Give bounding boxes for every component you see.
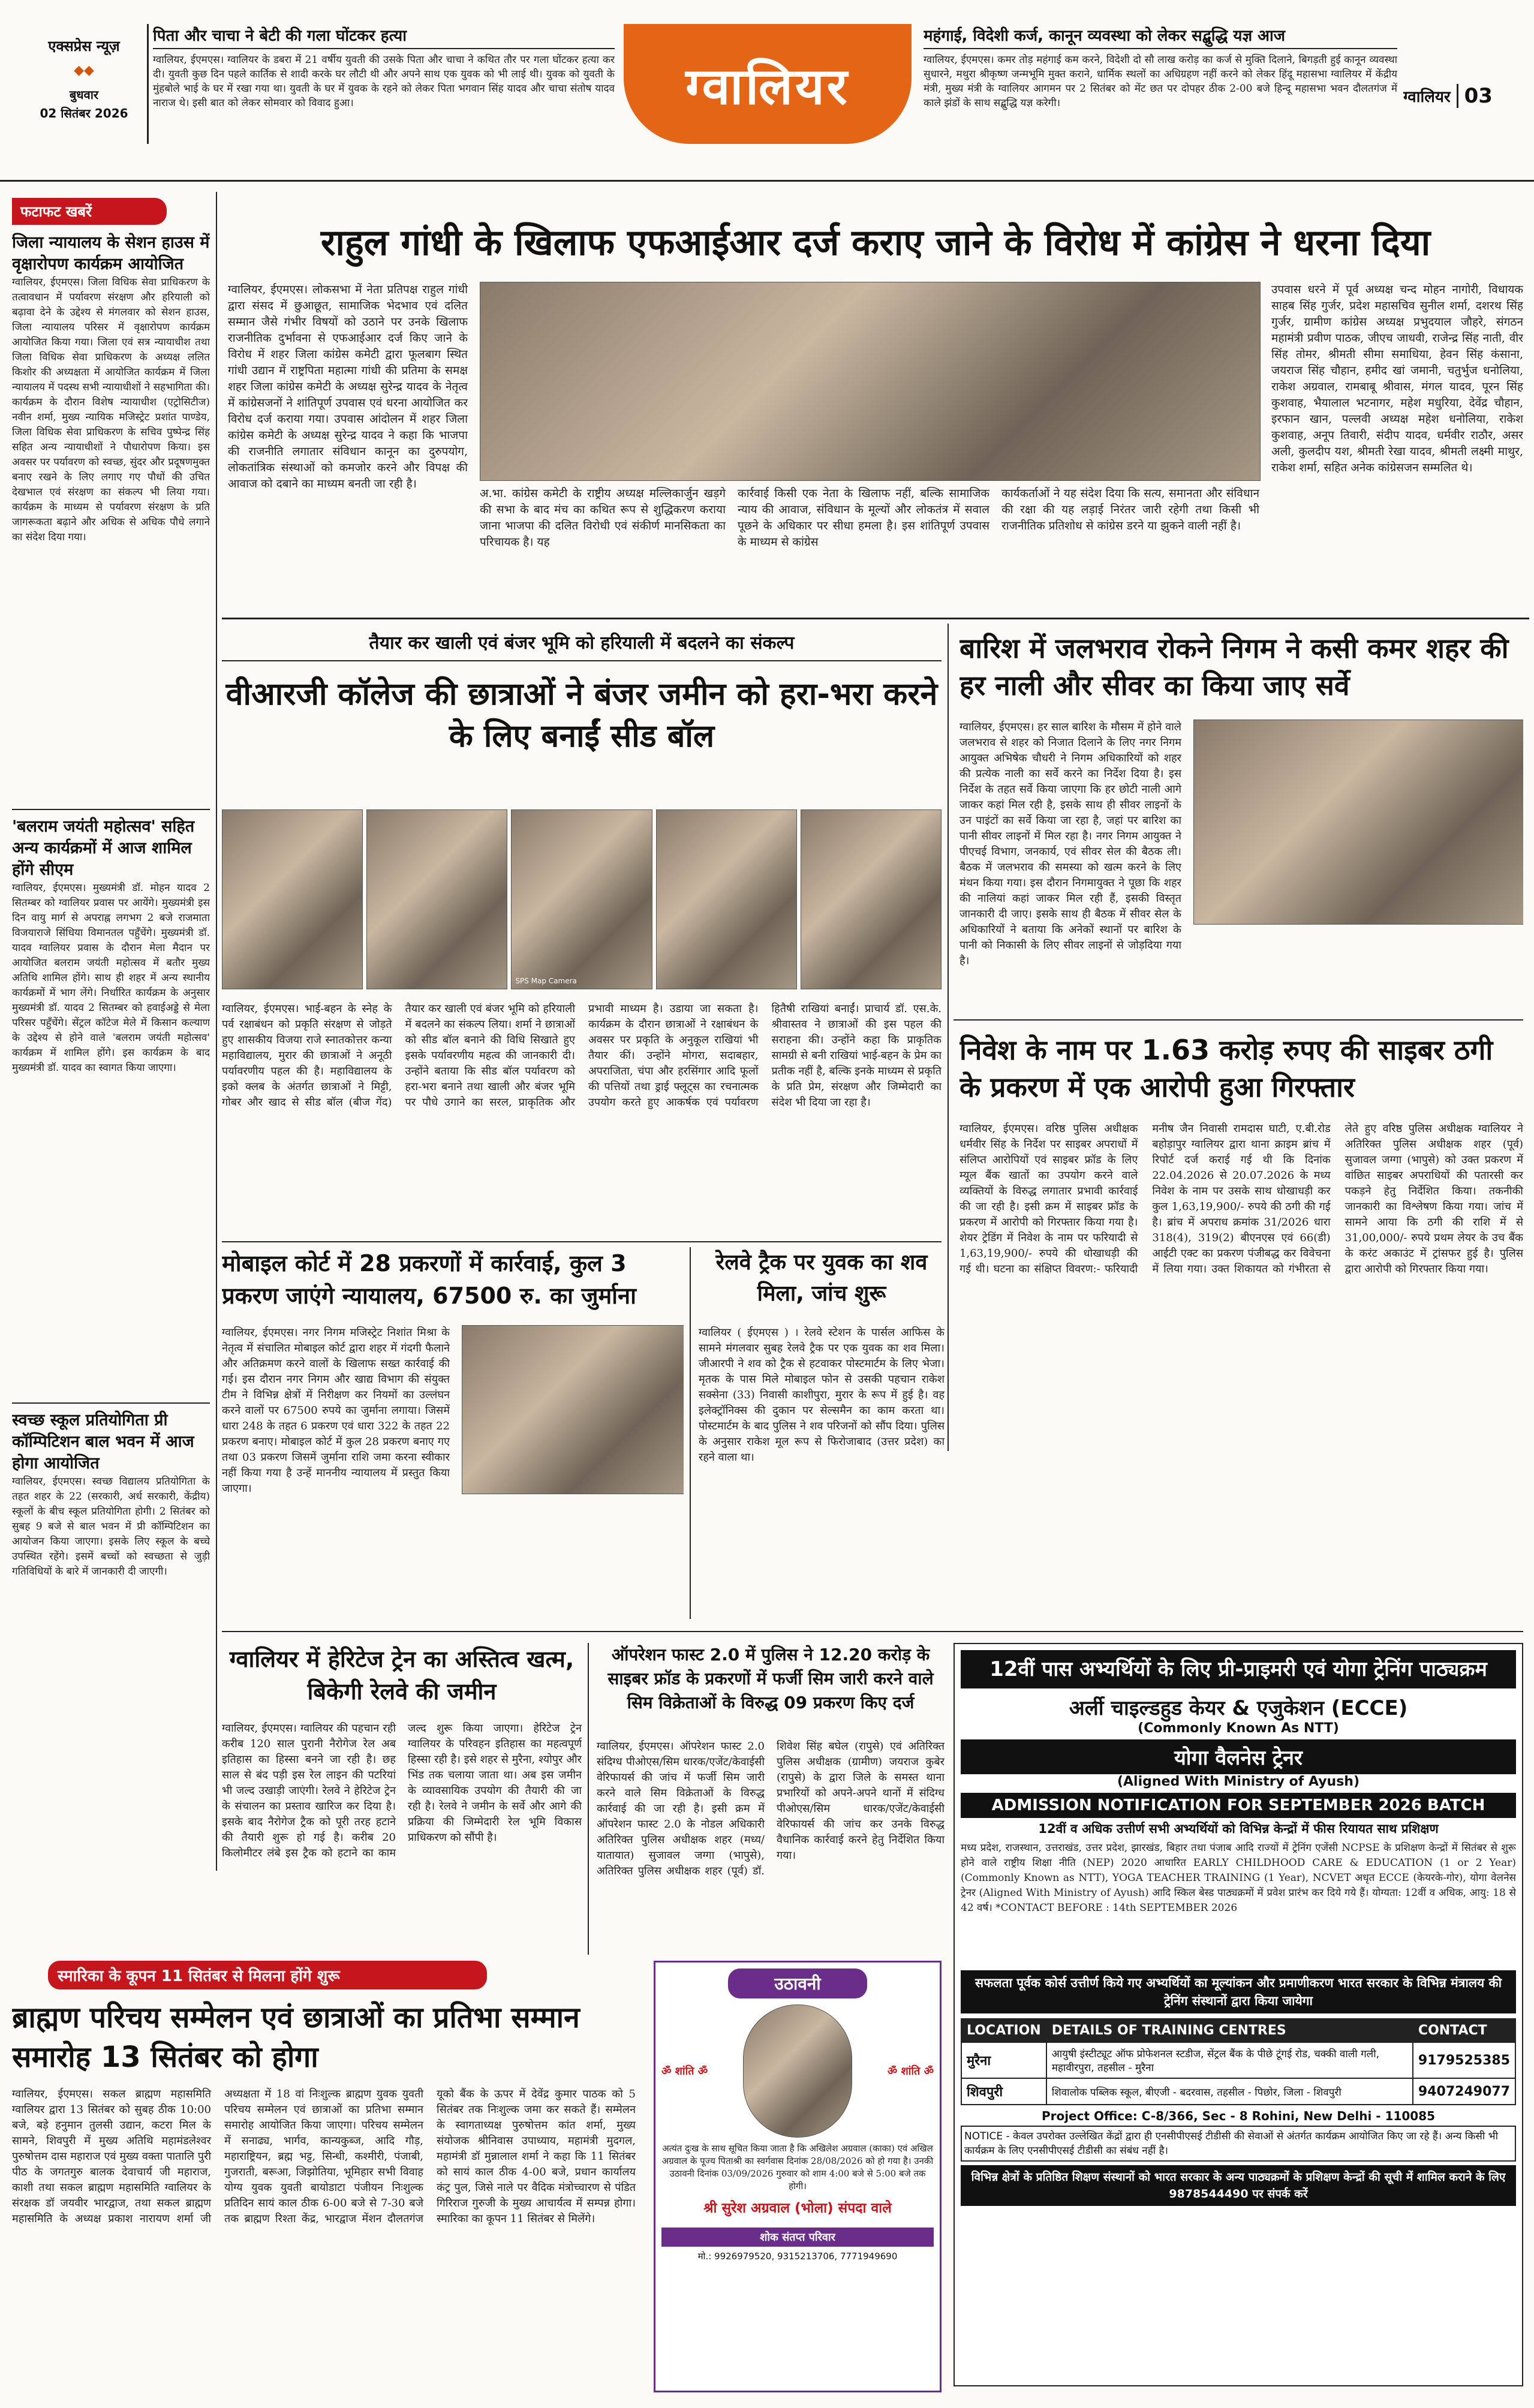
sidebar	[12, 198, 210, 1871]
cyber-headline: निवेश के नाम पर 1.63 करोड़ रुपए की साइबर ठगी के प्रकरण में एक आरोपी हुआ गिरफ्तार	[959, 1034, 1493, 1103]
brand-name: एक्सप्रेस न्यूज़	[48, 38, 120, 55]
sidebar-item-body: ग्वालियर, ईएमएस। मुख्यमंत्री डॉ. मोहन यादव 2 सितम्बर को ग्वालियर प्रवास पर आयेंगे। मुख्यमंत्री इस दिन वायु मार्ग से अपराह्न लगभग 2 बजे राजमाता विजयाराजे सिंधिया विमानतल पहुँचेंगे। मुख्यमंत्री डॉ. यादव ग्वालियर प्रवास के दौरान मेला मैदान पर आयोजित बलराम जयंती महोत्सव में बतौर मुख्य अतिथि शामिल होंगे। साथ ही शहर में अन्य स्थानीय कार्यक्रमों में भाग लेंगे। निर्धारित कार्यक्रम के अनुसार मुख्यमंत्री डॉ. यादव 2 सितम्बर को हवाईअड्डे से मेला परिसर पहुँचेंगे। सेंट्रल कॉटेज मेले में किसान कल्याण के उद्देश्य से होने वाले 'बलराम जयंती महोत्सव' कार्यक्रम में शामिल होंगे। इस कार्यक्रम के बाद मुख्यमंत्री डॉ. यादव का स्वागत किया जाएगा।	[12, 882, 210, 1074]
top-left-body: ग्वालियर, ईएमएस। ग्वालियर के डबरा में 21 वर्षीय युवती की उसके पिता और चाचा ने कथित तौर पर गला घोंटकर हत्या कर दी। युवती कुछ दिन पहले कार्तिक से शादी करके घर लौटी थी और अपने साथ एक युवक को भी लाई थी। युवक को युवती के मुंहबोले भाई के घर में रखा गया था। युवती के घर में युवक के रहने को लेकर पिता भगवान सिंह यादव और चाचा संतोष यादव नाराज थे। इसी बात को लेकर सोमवार को विवाद हुआ।	[153, 54, 615, 109]
seed-photo	[511, 809, 652, 989]
obit-name: श्री सुरेश अग्रवाल (भोला) संपदा वाले	[703, 2201, 892, 2216]
sidebar-header: फटाफट खबरें	[12, 198, 167, 225]
sidebar-item-body: ग्वालियर, ईएमएस। जिला विधिक सेवा प्राधिकरण के तत्वावधान में पर्यावरण संरक्षण और हरियाली को बढ़ावा देने के उद्देश्य से मंगलवार को सेशन हाउस, जिला न्यायालय परिसर में वृक्षारोपण कार्यक्रम आयोजित किया गया। जिला एवं सत्र न्यायाधीश तथा जिला विधिक सेवा प्राधिकरण के अध्यक्ष ललित किशोर की अध्यक्षता में आयोजित कार्यक्रम में जिला न्यायालय में पदस्थ सभी न्यायाधीशों ने सहभागिता की। कार्यक्रम के दौरान विशेष न्यायाधीश (एट्रोसिटीज) नवीन शर्मा, मुख्य न्यायिक मजिस्ट्रेट प्रशांत पाण्डेय, जिला विधिक सेवा प्राधिकरण के सचिव पुष्पेन्द्र सिंह सहित अन्य न्यायाधीशों ने पौधारोपण किया। इस अवसर पर पर्यावरण को स्वच्छ, सुंदर और प्रदूषणमुक्त बनाए रखने के लिए लगाए गए पौधों की उचित देखभाल एवं संरक्षण का संकल्प भी लिया गया। कार्यक्रम के माध्यम से पर्यावरण संरक्षण के प्रति जागरूकता बढ़ाने और अधिक से अधिक पौधे लगाने का संदेश दिया गया।	[12, 276, 210, 543]
obit-contact: मो.: 9926979520, 9315213706, 7771949690	[697, 2251, 898, 2262]
seed-headline: वीआरजी कॉलेज की छात्राओं ने बंजर जमीन को हरा-भरा करने के लिए बनाईं सीड बॉल	[225, 676, 938, 754]
lead-col1: ग्वालियर, ईएमएस। लोकसभा में नेता प्रतिपक्ष राहुल गांधी द्वारा संसद में छुआछूत, सामाजिक भेदभाव एवं दलित सम्मान जैसे गंभीर विषयों को उठाने पर उनके खिलाफ राजनीतिक दुर्भावना से एफआईआर दर्ज किए जाने के विरोध में शहर जिला कांग्रेस कमेटी द्वारा फूलबाग स्थित गांधी उद्यान में राष्ट्रपिता महात्मा गांधी की प्रतिमा के समक्ष शहर जिला कांग्रेस कमेटी के अध्यक्ष सुरेन्द्र यादव के नेतृत्व में कांग्रेसजनों ने शांतिपूर्ण उपवास एवं धरना आयोजित कर विरोध दर्ज कराया गया। उपवास आंदोलन में शहर जिला कांग्रेस कमेटी के अध्यक्ष सुरेन्द्र यादव ने कहा कि भाजपा की राजनीति लगातार संविधान कानून का दुरुपयोग, लोकतांत्रिक संस्थाओं को कमजोर करने और विपक्ष की आवाज को दबाने का माध्यम बनती जा रही है।	[228, 283, 468, 490]
brand-block	[24, 36, 144, 138]
top-right-body: ग्वालियर, ईएमएस। कमर तोड़ महंगाई कम करने, विदेशी दो सौ लाख करोड़ का कर्ज से मुक्ति दिलाने, बिगड़ती हुई कानून व्यवस्था सुधारने, मथुरा श्रीकृष्ण जन्मभूमि मुक्त कराने, धार्मिक स्थलों का अधिग्रहण नहीं करने को लेकर हिंदू महासभा ग्वालियर में केंद्रीय मंत्री, मुख्य मंत्री के ग्वालियर आगमन पर 2 सितंबर को मेंट छत पर दोपहर ठीक 2-00 बजे हिन्दू महासभा भवन दौलतगंज में काले झंडों के साथ सद्बुद्धि यज्ञ करेगी।	[924, 54, 1397, 109]
sidebar-item	[12, 232, 210, 803]
table-header: DETAILS OF TRAINING CENTRES	[1046, 2019, 1413, 2042]
ad-title3-sub: (Aligned With Ministry of Ayush)	[1117, 1774, 1360, 1789]
seed-photo	[366, 809, 507, 989]
photo-caption: SPS Map Camera	[515, 977, 577, 985]
top-left-headline: पिता और चाचा ने बेटी की गला घोंटकर हत्या	[153, 24, 615, 49]
rain-body: ग्वालियर, ईएमएस। हर साल बारिश के मौसम में होने वाले जलभराव से शहर को निजात दिलाने के लिए नगर निगम आयुक्त अभिषेक चौधरी ने निगम अधिकारियों को शहर की प्रत्येक नाली का सर्वे करने का निर्देश दिया है। इस निर्देश के तहत सर्वे किया जाएगा कि हर छोटी नाली आगे जाकर कहां मिल रही है, इसके साथ ही सीवर लाइनों के उन पाइंटों का सर्वे किया जा रहा है, जहां पर बारिश का पानी सीवर लाइनों में मिल रहा है। नगर निगम आयुक्त ने पीएचई विभाग, जनकार्य, एवं सीवर सेल की बैठक ली। बैठक में जलभराव की समस्या को खत्म करने के लिए मंथन किया गया। इस दौरान निगमायुक्त ने पूछा कि शहर की नालियां कहां जाकर मिल रही हैं, इसकी विस्तृत जानकारी दी जाए। इसके साथ ही बैठक में सीवर सेल के अधिकारियों ने बताया कि अनेकों स्थानों पर बारिश के पानी को निकासी के लिए सीवर लाइनों से जोड़दिया गया है।	[959, 721, 1181, 967]
sidebar-item	[12, 1410, 210, 1822]
mobile-headline: मोबाइल कोर्ट में 28 प्रकरणों में कार्रवाई, कुल 3 प्रकरण जाएंगे न्यायालय, 67500 रु. का जुर्माना	[222, 1250, 636, 1309]
table-header: CONTACT	[1413, 2019, 1515, 2042]
ad-title2-sub: (Commonly Known As NTT)	[1138, 1721, 1339, 1736]
obituary	[654, 1961, 942, 2392]
obit-body: अत्यंत दुःख के साथ सूचित किया जाता है कि अखिलेश अग्रवाल (काका) एवं अखिल अग्रवाल के पूज्य पिताश्री का स्वर्गवास दिनांक 28/08/2026 को हो गया है। उनकी उठावनी दिनांक 03/09/2026 गुरुवार को शाम 4:00 बजे से 5:00 बजे तक होगी।	[661, 2143, 934, 2192]
seed-body: ग्वालियर, ईएमएस। भाई-बहन के स्नेह के पर्व रक्षाबंधन को प्रकृति संरक्षण से जोड़ते हुए शासकीय विजया राजे स्नातकोत्तर कन्या महाविद्यालय, मुरार की छात्राओं ने अनूठी पर्यावरणीय पहल की है। महाविद्यालय के इको क्लब के अंतर्गत छात्राओं ने मिट्टी, गोबर और खाद से सीड बॉल (बीज गेंद) तैयार कर खाली एवं बंजर भूमि को हरियाली में बदलने का संकल्प लिया। शर्मा ने छात्राओं को सीड बॉल बनाने की विधि सिखाते हुए इसके पर्यावरणीय महत्व की जानकारी दी। उन्होंने बताया कि सीड बॉल पर्यावरण को हरा-भरा बनाने तथा खाली और बंजर भूमि पर पौधे उगाने का सरल, प्राकृतिक और प्रभावी माध्यम है। उडाया जा सकता है। कार्यक्रम के दौरान छात्राओं ने रक्षाबंधन के अवसर पर प्रकृति के अनुकूल राखियां भी तैयार कीं। उन्होंने मोगरा, सदाबहार, अपराजिता, चंपा और हरसिंगार आदि फूलों की पत्तियों तथा ड्राई फ्लूट्स का रचनात्मक उपयोग करते हुए आकर्षक एवं पर्यावरण हितैषी राखियां बनाईं। प्राचार्य डॉ. एस.के. श्रीवास्तव ने छात्राओं की इस पहल की सराहना की। उन्होंने कहा कि प्राकृतिक सामग्री से बनी राखियां भाई-बहन के प्रेम का प्रतीक नहीं है, बल्कि इनके माध्यम से प्रकृति के प्रति प्रेम, संरक्षण और जिम्मेदारी का संदेश भी दिया जा रहा है।	[222, 1003, 942, 1109]
ad-info: मध्य प्रदेश, राजस्थान, उत्तराखंड, उत्तर प्रदेश, झारखंड, बिहार तथा पंजाब आदि राज्यों में ट्रेनिंग एजेंसी NCPSE के प्रशिक्षण केन्द्रों में सितंबर से शुरू होने वाले राष्ट्रीय शिक्षा नीति (NEP) 2020 आधारित EARLY CHILDHOOD CARE & EDUCATION (1 or 2 Year) (Commonly Known as NTT), YOGA TEACHER TRAINING (1 Year), NCVET अधृत ECCE (केयरके-गोर), योगा वेलनेस ट्रेनर (Aligned With Ministry of Ayush) आदि स्किल बेस्ड पाठ्यक्रमों में प्रवेश प्रारंभ कर दिये गये हैं। योग्यता: 12वीं व अधिक, आयु: 18 से 42 वर्ष। *CONTACT BEFORE : 14th SEPTEMBER 2026	[961, 1842, 1516, 1914]
table-cell: शिवपुरी	[961, 2078, 1046, 2105]
table-row	[961, 2042, 1515, 2078]
rain-story	[959, 630, 1523, 1013]
brahmin-banner: स्मारिका के कूपन 11 सितंबर से मिलना होंगे शुरू	[48, 1961, 487, 1989]
rain-headline: बारिश में जलभराव रोकने निगम ने कसी कमर शहर की हर नाली और सीवर का किया जाए सर्वे	[959, 632, 1509, 702]
obit-title: उठावनी	[728, 1968, 867, 1998]
mobile-story	[222, 1247, 684, 1625]
ad-title2: अर्ली चाइल्डहुड केयर & एजुकेशन (ECCE)	[1069, 1696, 1408, 1720]
lead-story	[228, 282, 1523, 606]
lead-headline: राहुल गांधी के खिलाफ एफआईआर दर्ज कराए जाने के विरोध में कांग्रेस ने धरना दिया	[320, 222, 1431, 264]
ad-bottom: विभिन्न क्षेत्रों के प्रतिष्ठित शिक्षण संस्थानों को भारत सरकार के अन्य पाठ्यक्रमों के प्रशिक्षण केन्द्रों की सूची में शामिल कराने के लिए 9878544490 पर संपर्क करें	[961, 2165, 1516, 2206]
obit-portrait	[743, 2004, 852, 2138]
rail-body: ग्वालियर ( ईएमएस ) । रेलवे स्टेशन के पार्सल आफिस के सामने मंगलवार सुबह रेलवे ट्रैक पर एक युवक का शव मिला। जीआरपी ने शव को ट्रैक से हटवाकर पोस्टमार्टम के लिए भेजा। मृतक के पास मिले मोबाइल फोन से उसकी पहचान राकेश सक्सेना (33) निवासी काशीपुरा, मुरार के रूप में हुई है। वह इलेक्ट्रॉनिक्स की दुकान पर सेल्समैन का काम करता था। पोस्टमार्टम के बाद पुलिस ने शव परिजनों को सौंप दिया। पुलिस के अनुसार राकेश मूल रूप से फिरोजाबाद (उत्तर प्रदेश) का रहने वाला था।	[699, 1326, 945, 1464]
seed-kicker: तैयार कर खाली एवं बंजर भूमि को हरियाली में बदलने का संकल्प	[222, 630, 942, 661]
obit-om: ॐ शांति ॐ	[887, 2065, 934, 2078]
page-marker	[1403, 78, 1523, 114]
issue-day: बुधवार	[69, 88, 99, 102]
obit-footer: शोक संतप्त परिवार	[661, 2228, 934, 2247]
training-centres-table	[961, 2018, 1516, 2105]
top-right-story	[924, 24, 1397, 156]
table-cell: शिवालोक पब्लिक स्कूल, बीएजी - बदरवास, तहसील - पिछोर, जिला - शिवपुरी	[1046, 2078, 1413, 2105]
page-city: ग्वालियर	[1403, 88, 1451, 106]
seed-photo-grid	[222, 809, 942, 989]
seed-photo	[801, 809, 942, 989]
top-left-story	[153, 24, 615, 156]
training-ad	[954, 1643, 1523, 2386]
brand-logo-icon: ◆◆	[74, 63, 94, 78]
lead-col5: उपवास धरने में पूर्व अध्यक्ष चन्द मोहन नागोरी, विधायक साहब सिंह गुर्जर, प्रदेश महासचिव सुनील शर्मा, दशरथ सिंह गुर्जर, ग्रामीण कांग्रेस अध्यक्ष प्रभुदयाल जौहरे, संगठन महामंत्री प्रवीण पाठक, जीएच जाधवी, राजेन्द्र सिंह नाती, वीर सिंह तोमर, श्रीमती सीमा समाधिया, हेवन सिंह कंसाना, जयराज सिंह चौहान, हमीद खां जमानी, चतुर्भुज धनोलिया, राकेश अग्रवाल, रामबाबू श्रीवास, मंगल यादव, पूरन सिंह कुशवाह, भैयालाल भटनागर, महेश मधुरिया, देवेंद्र चौहान, इरफान खान, पल्लवी अध्यक्ष महेश धनोलिया, राकेश कुशवाह, अनूप तिवारी, संदीप यादव, धर्मवीर राठौर, असर अली, कुलदीप यश, श्रीमती रेखा यादव, श्रीमती लक्ष्मी माथुर, राकेश शर्मा, सहित अनेक कांग्रेसजन सम्मलित थे।	[1271, 283, 1523, 474]
brahmin-body: ग्वालियर, ईएमएस। सकल ब्राह्मण महासमिति ग्वालियर द्वारा 13 सितंबर को सुबह ठीक 10:00 बजे, बड़े हनुमान तुलसी उद्यान, कटरा मिल के सामने, शिवपुरी में मुख्य अतिथि महामंडलेश्वर पुरुषोत्तम दास महाराज एवं मुख्य वक्ता पातालि पुरी पीठ के जगतगुरु बालक देवाचार्य जी महाराज, काशी तथा सकल ब्राह्मण महासमिति ग्वालियर के संरक्षक डॉ जयवीर भारद्वाज, तथा सकल ब्राह्मण महासमिति के अध्यक्ष प्रकाश नारायण शर्मा जी अध्यक्षता में 18 वां निःशुल्क ब्राह्मण युवक युवती परिचय सम्मेलन एवं छात्राओं का प्रतिभा सम्मान समारोह आयोजित किया जाएगा। परिचय सम्मेलन में सनाढ्य, भार्गव, कान्यकुब्ज, आदि गौड़, महाराष्ट्रियन, ब्रह्म भट्ट, सिन्धी, कश्मीरी, पंजाबी, गुजराती, बरूआ, जिझोतिया, भूमिहार सभी विवाह योग्य युवक युवती बायोडाटा पंजीयन निःशुल्क प्रतिदिन सायं काल ठीक 6-00 बजे से 7-30 बजे तक ब्राह्मण रिश्ता केंद्र, भारद्वाज मेंशन दौलतगंज यूको बैंक के ऊपर में देवेंद्र कुमार पाठक को 5 सितंबर तक निःशुल्क जमा कर सकते हैं। सम्मेलन के स्वागताध्यक्ष पुरुषोत्तम कांत शर्मा, मुख्य संयोजक श्रीनिवास उपाध्याय, महामंत्री मुदगल, महामंत्री डॉ मुन्नालाल शर्मा ने कहा कि 11 सितंबर को सायं काल ठीक 4-00 बजे, प्रधान कार्यालय कंट्र पुल, जिसे नाले पर वैदिक मंत्रोच्चारण से पंडित गिरिराज गुरुजी के मुख्य आचार्यत्व में सम्पन्न होगा। स्मारिका का कूपन 11 सितंबर से मिलेंगे।	[12, 2088, 636, 2225]
brahmin-story	[12, 1961, 636, 2398]
cyber-body: ग्वालियर, ईएमएस। वरिष्ठ पुलिस अधीक्षक धर्मवीर सिंह के निर्देश पर साइबर अपराधों में संलिप्त आरोपियों एवं साइबर फ्रॉड के लिए म्यूल बैंक खातों का उपयोग करने वाले व्यक्तियों के विरुद्ध लगातार प्रभावी कार्रवाई की जा रही है। इसी क्रम में साइबर फ्रॉड के प्रकरण में आरोपी को गिरफ्तार किया गया है। शेयर ट्रेडिंग में निवेश के नाम पर फरियादी से 1,63,19,900/- रुपये की धोखाधड़ी की गई थी। घटना का संक्षिप्त विवरण:- फरियादी मनीष जैन निवासी रामदास घाटी, ए.बी.रोड बहोड़ापुर ग्वालियर द्वारा थाना क्राइम ब्रांच में रिपोर्ट दर्ज कराई गई थी कि दिनांक 22.04.2026 से 20.07.2026 के मध्य निवेश के नाम पर उसके साथ धोखाधड़ी कर कुल 1,63,19,900/- रुपये की ठगी की गई है। ब्रांच में अपराध क्रमांक 31/2026 धारा 318(4), 319(2) बीएनएस एवं 66(डी) आईटी एक्ट का प्रकरण पंजीबद्ध कर विवेचना में लिया गया। उक्त शिकायत को गंभीरता से लेते हुए वरिष्ठ पुलिस अधीक्षक ग्वालियर ने अतिरिक्त पुलिस अधीक्षक शहर (पूर्व) सुजावल जग्गा (भापुसे) को उक्त प्रकरण में वांछित साइबर अपराधियों की पतारसी कर पकड़ने हेतु निर्देशित किया। तकनीकी जानकारी का विश्लेषण किया गया। जांच में सामने आया कि ठगी की राशि में से 31,00,000/- रुपये प्रथम लेयर के उच बैंक के करंट अकाउंट में ट्रांसफर हुई है। पुलिस द्वारा आरोपी को गिरफ्तार किया गया।	[959, 1122, 1523, 1275]
sidebar-item	[12, 816, 210, 1396]
table-cell: मुरैना	[961, 2042, 1046, 2078]
sidebar-item-body: ग्वालियर, ईएमएस। स्वच्छ विद्यालय प्रतियोगिता के तहत शहर के 22 (सरकारी, अर्ध सरकारी, केंद्रीय) स्कूलों के बीच स्कूल प्रतियोगिता होगी। 2 सितंबर को सुबह 9 बजे से बाल भवन में प्री कॉम्पिटिशन का आयोजन किया जाएगा। इसके लिए स्कूल के बच्चे उपस्थित रहेंगे। इसमें बच्चों को स्वच्छता से जुड़ी गतिविधियों के बारे में जानकारी दी जाएगी।	[12, 1476, 210, 1578]
heritage-headline: ग्वालियर में हेरिटेज ट्रेन का अस्तित्व खत्म, बिकेगी रेलवे की जमीन	[229, 1646, 575, 1705]
brahmin-headline: ब्राह्मण परिचय सम्मेलन एवं छात्राओं का प्रतिभा सम्मान समारोह 13 सितंबर को होगा	[12, 2001, 580, 2074]
issue-date: 02 सितंबर 2026	[40, 106, 128, 121]
seed-photo	[656, 809, 797, 989]
ad-notice: NOTICE - केवल उपरोक्त उल्लेखित केंद्रों द्वारा ही एनसीपीएसई टीडीसी की सेवाओं से अंतर्गत कार्यक्रम आयोजित किए जा रहे हैं। अन्य किसी भी कार्यक्रम के लिए एनसीपीएसई टीडीसी का संबंध नहीं है।	[961, 2126, 1516, 2162]
sidebar-item-headline: स्वच्छ स्कूल प्रतियोगिता प्री कॉम्पिटिशन बाल भवन में आज होगा आयोजित	[12, 1411, 194, 1473]
ad-success: सफलता पूर्वक कोर्स उत्तीर्ण किये गए अभ्यर्थियों का मूल्यांकन और प्रमाणीकरण भारत सरकार के विभिन्न मंत्रालय की ट्रेनिंग संस्थानों द्वारा किया जायेगा	[961, 1970, 1516, 2013]
operation-story	[597, 1643, 945, 1955]
seed-photo	[222, 809, 363, 989]
mobile-photo	[462, 1325, 684, 1494]
mobile-body: ग्वालियर, ईएमएस। नगर निगम मजिस्ट्रेट निशांत मिश्रा के नेतृत्व में संचालित मोबाइल कोर्ट द्वारा शहर में गंदगी फैलाने और अतिक्रमण करने वालों के खिलाफ सख्त कार्रवाई की गई। इस दौरान नगर निगम और खाद्य विभाग की संयुक्त टीम ने विभिन्न क्षेत्रों में निरीक्षण कर नियमों का उल्लंघन करने वालों पर 67500 रुपये का जुर्माना लगाया। जिसमें धारा 248 के तहत 6 प्रकरण एवं धारा 322 के तहत 22 प्रकरण बनाए। मोबाइल कोर्ट में कुल 28 प्रकरण बनाए गए तथा 03 प्रकरण जिसमें जुर्माना राशि जमा करना स्वीकार नहीं किया गया है उन्हें माननीय न्यायालय में प्रस्तुत किया जाएगा।	[222, 1326, 450, 1495]
sidebar-item-headline: जिला न्यायालय के सेशन हाउस में वृक्षारोपण कार्यक्रम आयोजित	[12, 233, 210, 273]
ad-admission: ADMISSION NOTIFICATION FOR SEPTEMBER 2026 BATCH	[961, 1793, 1516, 1818]
city-title: ग्वालियर	[685, 56, 850, 116]
operation-body: ग्वालियर, ईएमएस। ऑपरेशन फास्ट 2.0 संदिग्ध पीओएस/सिम धारक/एजेंट/केवाईसी वेरिफायर्स की जांच में फर्जी सिम जारी करने वाले सिम विक्रेताओं के विरुद्ध कार्रवाई की जा रही है। इसी क्रम में ऑपरेशन फास्ट 2.0 के नोडल अधिकारी अतिरिक्त पुलिस अधीक्षक शहर (मध्य/यातायात) सुजावल जग्गा (भापुसे), अतिरिक्त पुलिस अधीक्षक शहर (पूर्व) डॉ. शिवेश सिंह बघेल (रापुसे) एवं अतिरिक्त पुलिस अधीक्षक (ग्रामीण) जयराज कुबेर (रापुसे) के द्वारा जिले के समस्त थाना प्रभारियों को अपने-अपने थानों में संदिग्ध पीओएस/सिम धारक/एजेंट/केवाईसी वेरिफायर्स की जांच कर उनके विरुद्ध वैधानिक कार्रवाई करने हेतु निर्देशित किया गया।	[597, 1740, 945, 1877]
city-banner	[624, 24, 912, 144]
heritage-story	[222, 1643, 582, 1955]
table-cell: 9407249077	[1413, 2078, 1515, 2105]
rail-headline: रेलवे ट्रैक पर युवक का शव मिला, जांच शुरू	[715, 1250, 928, 1306]
ad-subline: 12वीं व अधिक उत्तीर्ण सभी अभ्यर्थियों को विभिन्न केन्द्रों में फीस रियायत साथ प्रशिक्षण	[1038, 1822, 1439, 1836]
page-number: 03	[1464, 84, 1493, 108]
ad-title3: योगा वैलनेस ट्रेनर	[961, 1739, 1516, 1774]
table-cell: आयुषी इंस्टीट्यूट ऑफ प्रोफेशनल स्टडीज, सेंट्रल बैंक के पीछे टूंगई रोड, चक्की वाली गली, महावीरपुरा, तहसील - मुरैना	[1046, 2042, 1413, 2078]
ad-title1: 12वीं पास अभ्यर्थियों के लिए प्री-प्राइमरी एवं योगा ट्रेनिंग पाठ्यक्रम	[961, 1650, 1516, 1688]
heritage-body: ग्वालियर, ईएमएस। ग्वालियर की पहचान रही करीब 120 साल पुरानी नैरोगेज रेल अब इतिहास का हिस्सा बनने जा रही है। छह साल से बंद पड़ी इस रेल लाइन की पटरियां भी जल्द उखाड़ी जाएंगी। रेलवे ने हेरिटेज ट्रेन के संचालन का प्रस्ताव खारिज कर दिया है। इसके बाद नैरोगेज ट्रैक को पूरी तरह हटाने की तैयारी शुरू हो गई है। करीब 20 किलोमीटर लंबे इस ट्रैक को हटाने का काम जल्द शुरू किया जाएगा। हेरिटेज ट्रेन ग्वालियर के परिवहन इतिहास का महत्वपूर्ण हिस्सा रही है। इसे शहर से मुरैना, श्योपुर और भिंड तक चलाया जाता था। अब इस जमीन के व्यावसायिक उपयोग की तैयारी की जा रही है। रेलवे ने जमीन के सर्वे और आगे की प्रक्रिया की जिम्मेदारी रेल भूमि विकास प्राधिकरण को सौंपी है।	[222, 1722, 582, 1859]
obit-om: ॐ शांति ॐ	[661, 2065, 708, 2078]
ad-project-office: Project Office: C-8/366, Sec - 8 Rohini, New Delhi - 110085	[1041, 2109, 1436, 2123]
lead-col3: कार्रवाई किसी एक नेता के खिलाफ नहीं, बल्कि सामाजिक न्याय की आवाज, संविधान के मूल्यों और लोकतंत्र में सवाल पूछने के अधिकार पर सीधा हमला है। इस शांतिपूर्ण उपवास के माध्यम से कांग्रेस	[738, 487, 989, 549]
rain-photo	[1193, 720, 1523, 925]
table-header: LOCATION	[961, 2019, 1046, 2042]
lead-col2: अ.भा. कांग्रेस कमेटी के राष्ट्रीय अध्यक्ष मल्लिकार्जुन खड़गे की सभा के बाद मंच का कथित रूप से शुद्धिकरण कराया जाना भाजपा की दलित विरोधी एवं संकीर्ण मानसिकता का परिचायक है। यह	[480, 487, 726, 549]
sidebar-item-headline: 'बलराम जयंती महोत्सव' सहित अन्य कार्यक्रमों में आज शामिल होंगे सीएम	[12, 817, 195, 879]
operation-headline: ऑपरेशन फास्ट 2.0 में पुलिस ने 12.20 करोड़ के साइबर फ्रॉड के प्रकरणों में फर्जी सिम जारी करने वाले सिम विक्रेताओं के विरुद्ध 09 प्रकरण किए दर्ज	[607, 1645, 934, 1712]
table-cell: 9179525385	[1413, 2042, 1515, 2078]
top-right-headline: महंगाई, विदेशी कर्ज, कानून व्यवस्था को लेकर सद्बुद्धि यज्ञ आज	[924, 24, 1397, 49]
rail-story	[699, 1247, 945, 1625]
lead-photo	[480, 282, 1261, 481]
cyber-story	[959, 1031, 1523, 1631]
lead-col4: कार्यकर्ताओं ने यह संदेश दिया कि सत्य, समानता और संविधान की रक्षा की यह लड़ाई निरंतर जारी रहेगी तथा किसी भी राजनीतिक प्रतिशोध से कांग्रेस डरने या झुकने वाली नहीं है।	[1001, 487, 1259, 532]
table-row	[961, 2078, 1515, 2105]
